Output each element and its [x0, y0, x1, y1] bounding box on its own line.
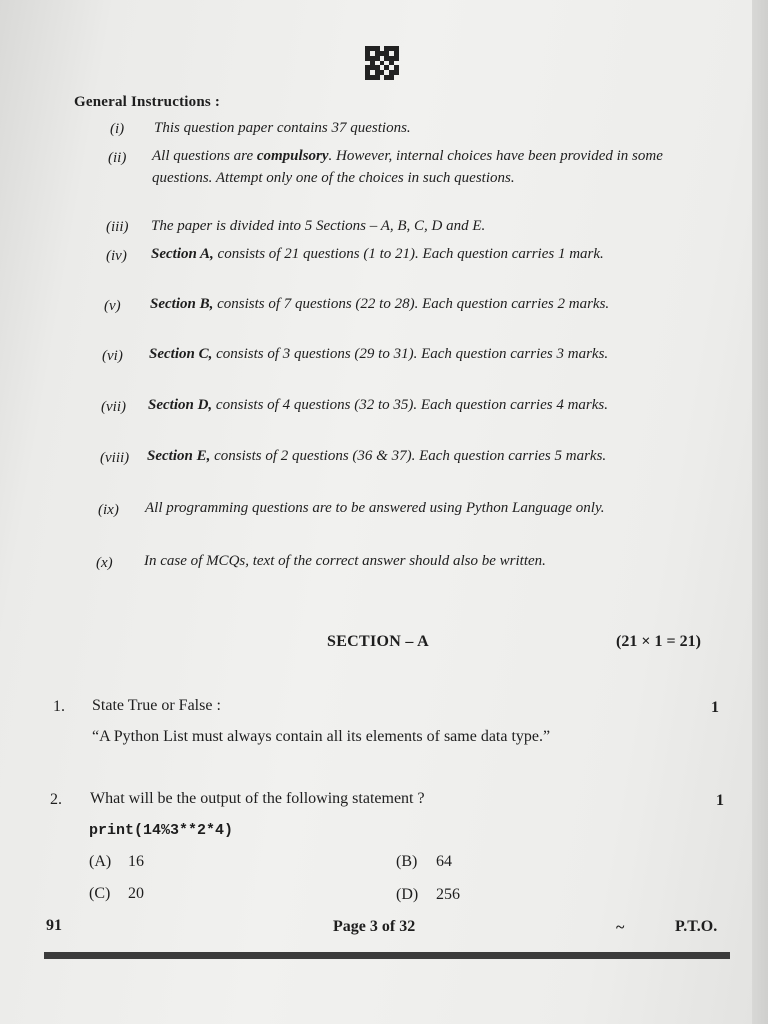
page-number: Page 3 of 32 — [333, 918, 416, 935]
instruction-number: (v) — [104, 298, 121, 314]
question-text: State True or False : — [92, 697, 221, 714]
option-label: (A) — [89, 853, 112, 870]
question-statement: “A Python List must always contain all its elements of same data type.” — [92, 728, 551, 745]
option-value: 16 — [128, 853, 144, 870]
instruction-text: All programming questions are to be answered using Python Language only. — [145, 500, 605, 516]
instruction-number: (vi) — [102, 348, 123, 364]
instruction-text: Section E, consists of 2 questions (36 & 37). Each question carries 5 marks. — [147, 448, 607, 464]
instruction-text: Section C, consists of 3 questions (29 to 31). Each question carries 3 marks. — [149, 346, 609, 362]
instruction-text: Section A, consists of 21 questions (1 to 21). Each question carries 1 mark. — [151, 246, 604, 262]
option-label: (D) — [396, 886, 419, 903]
code-snippet: print(14%3**2*4) — [89, 822, 234, 839]
option-value: 64 — [436, 853, 452, 870]
option-value: 256 — [436, 886, 460, 903]
instruction-number: (iv) — [106, 248, 127, 264]
instruction-text: The paper is divided into 5 Sections – A, B, C, D and E. — [151, 218, 486, 234]
option-value: 20 — [128, 885, 144, 902]
section-title: SECTION – A — [327, 633, 429, 650]
option-label: (C) — [89, 885, 111, 902]
question-text: What will be the output of the following statement ? — [90, 790, 425, 807]
instruction-text: In case of MCQs, text of the correct answer should also be written. — [144, 553, 546, 569]
question-number: 2. — [50, 791, 62, 808]
instruction-number: (iii) — [106, 219, 129, 235]
instruction-number: (ii) — [108, 150, 127, 166]
instruction-number: (vii) — [101, 399, 126, 415]
general-instructions-title: General Instructions : — [74, 94, 221, 110]
question-number: 1. — [53, 698, 65, 715]
page-edge — [752, 0, 768, 1024]
instruction-number: (x) — [96, 555, 113, 571]
option-label: (B) — [396, 853, 418, 870]
question-marks: 1 — [711, 699, 719, 716]
instruction-number: (viii) — [100, 450, 130, 466]
instruction-number: (i) — [110, 121, 125, 137]
instruction-text: Section D, consists of 4 questions (32 to 35). Each question carries 4 marks. — [148, 397, 608, 413]
tilde-mark: ~ — [616, 919, 625, 936]
footer-rule — [44, 952, 730, 959]
paper-code: 91 — [46, 917, 62, 934]
qr-code-icon — [365, 46, 399, 80]
pto-label: P.T.O. — [675, 918, 718, 935]
instruction-number: (ix) — [98, 502, 119, 518]
instruction-text: This question paper contains 37 questions. — [154, 120, 411, 136]
question-marks: 1 — [716, 792, 724, 809]
instruction-text: Section B, consists of 7 questions (22 to 28). Each question carries 2 marks. — [150, 296, 610, 312]
section-marks: (21 × 1 = 21) — [616, 633, 701, 650]
instruction-text: All questions are compulsory. However, internal choices have been provided in some questions. Attempt only one of the choices in such questions. — [152, 148, 663, 186]
